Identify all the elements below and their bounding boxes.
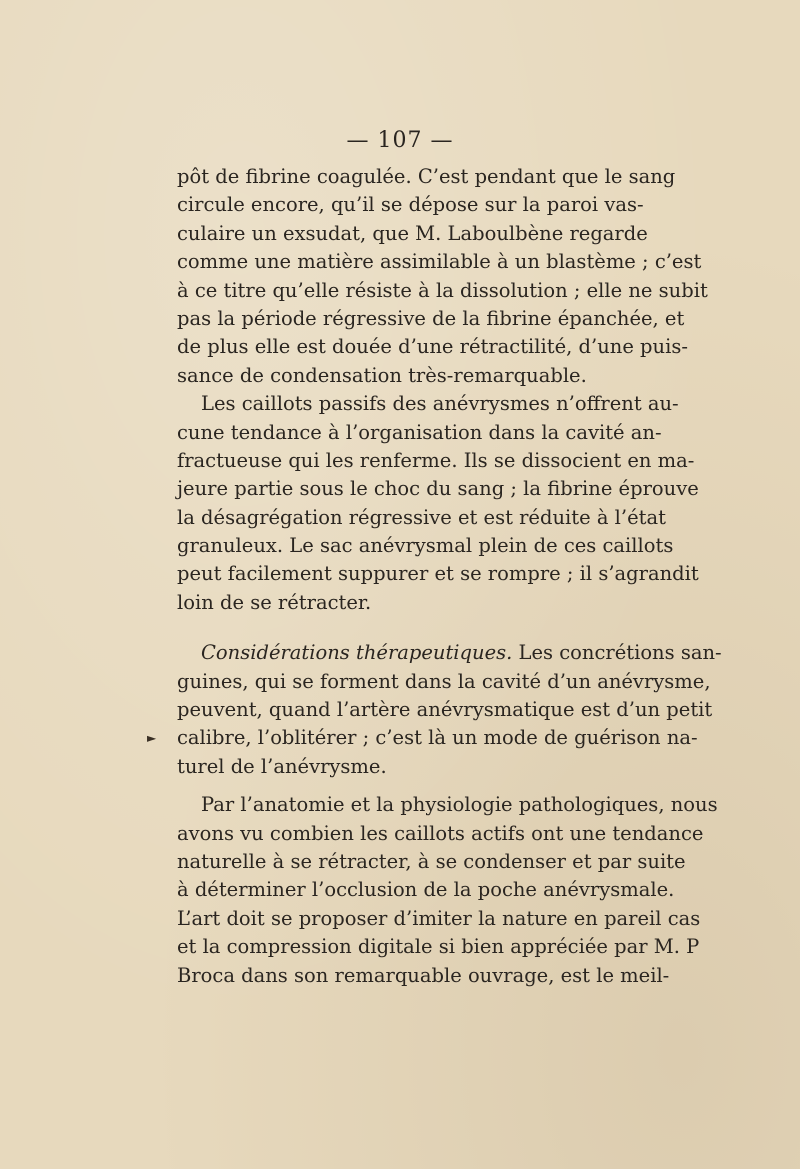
paragraph-therapeutic-considerations (177, 639, 722, 781)
paragraph-fibrine-deposit (177, 163, 708, 390)
text-line: naturelle à se rétracter, à se condenser et par suite (177, 849, 686, 873)
text-line: jeure partie sous le choc du sang ; la fibrine éprouve (177, 477, 699, 501)
text-line: Les caillots passifs des anévrysmes n’offrent au- (201, 392, 679, 416)
text-line: Broca dans son remarquable ouvrage, est le meil- (177, 963, 670, 987)
text-line: guines, qui se forment dans la cavité d’un anévrysme, (177, 669, 711, 693)
body-text (177, 163, 722, 990)
text-line: comme une matière assimilable à un blastème ; c’est (177, 250, 702, 274)
text-line: granuleux. Le sac anévrysmal plein de ces caillots (177, 534, 674, 558)
text-line: à ce titre qu’elle résiste à la dissolution ; elle ne subit (177, 278, 708, 302)
text-line: L’art doit se proposer d’imiter la nature en pareil cas (177, 906, 701, 930)
text-line: culaire un exsudat, que M. Laboulbène regarde (177, 221, 648, 245)
section-heading: Considérations thérapeutiques. (201, 641, 513, 665)
text-line: sance de condensation très-remarquable. (177, 363, 587, 387)
text-line: cune tendance à l’organisation dans la cavité an- (177, 420, 662, 444)
text-line: circule encore, qu’il se dépose sur la paroi vas- (177, 193, 644, 217)
paragraph-anatomy-physiology (177, 791, 718, 990)
margin-arrow-mark: ► (147, 731, 157, 745)
text-fragment: Les concrétions san- (512, 641, 722, 665)
text-line: fractueuse qui les renferme. Ils se dissocient en ma- (177, 448, 695, 472)
page-number: — 107 — (346, 128, 454, 153)
text-line: pôt de fibrine coagulée. C’est pendant que le sang (177, 165, 676, 188)
text-line: de plus elle est douée d’une rétractilité, d’une puis- (177, 335, 688, 359)
text-line: calibre, l’oblitérer ; c’est là un mode de guérison na- (177, 726, 698, 750)
text-line: turel de l’anévrysme. (177, 754, 387, 778)
text-line: et la compression digitale si bien appréciée par M. P (177, 935, 700, 959)
text-line: peut facilement suppurer et se rompre ; il s’agrandit (177, 562, 699, 586)
text-line: peuvent, quand l’artère anévrysmatique est d’un petit (177, 698, 713, 722)
text-line: Par l’anatomie et la physiologie pathologiques, nous (201, 793, 718, 817)
text-line: à déterminer l’occlusion de la poche anévrysmale. (177, 878, 675, 902)
text-line-heading (177, 639, 722, 667)
paragraph-passive-clots (177, 390, 699, 617)
paragraph-spacer (177, 781, 622, 791)
text-line: la désagrégation régressive et est réduite à l’état (177, 505, 666, 529)
paragraph-spacer (177, 617, 622, 639)
text-line: loin de se rétracter. (177, 590, 372, 614)
text-line: pas la période régressive de la fibrine épanchée, et (177, 306, 685, 330)
text-line: avons vu combien les caillots actifs ont une tendance (177, 821, 704, 845)
